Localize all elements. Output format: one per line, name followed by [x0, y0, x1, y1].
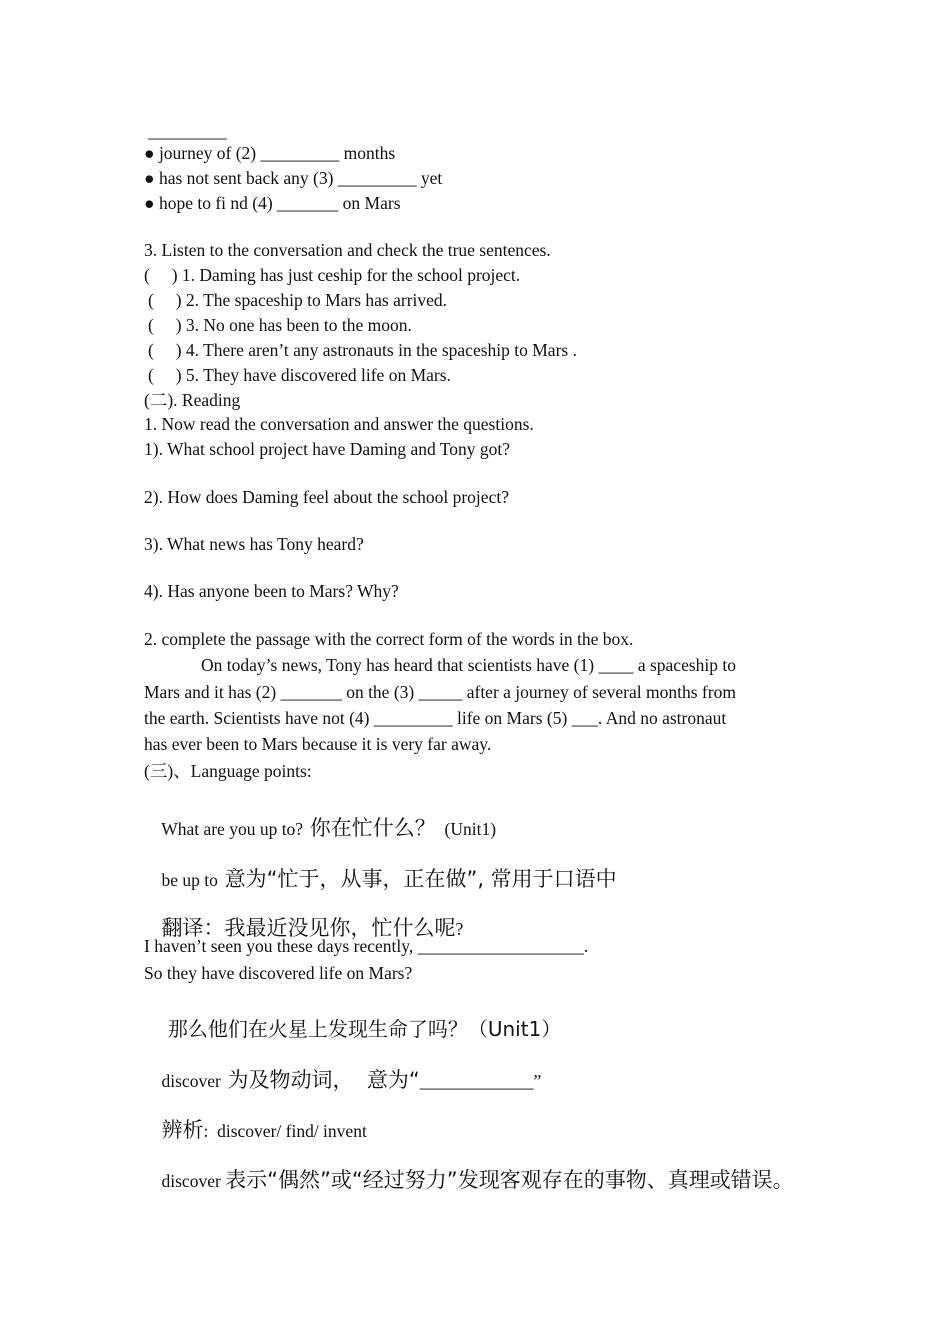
point-4-chinese: 为及物动词， 意为“	[220, 1068, 420, 1092]
question-2: 2). How does Daming feel about the school project?	[144, 487, 509, 507]
point-1-english: What are you up to?	[161, 819, 304, 839]
passage-line-4: has ever been to Mars because it is very far away.	[144, 734, 492, 754]
analysis-chinese: 辨析	[161, 1118, 204, 1142]
point-3-chinese: 那么他们在火星上发现生命了吗？（Unit1）	[161, 1017, 562, 1041]
question-1: 1). What school project have Daming and Tony got?	[144, 439, 511, 459]
language-points-heading: (三)、Language points:	[144, 761, 312, 781]
passage-line-2: Mars and it has (2) _______ on the (3) _____ after a journey of several months from	[144, 682, 736, 702]
true-false-item-2: ( ) 2. The spaceship to Mars has arrived.	[148, 290, 448, 310]
point-3-english: So they have discovered life on Mars?	[144, 963, 413, 983]
translate-chinese: 翻译：我最近没见你，忙什么呢	[161, 916, 456, 940]
point-1-chinese: 你在忙什么？	[303, 816, 436, 840]
point-4-english: discover	[161, 1071, 221, 1091]
translate-exercise: I haven’t seen you these days recently, ___________________.	[144, 936, 589, 956]
true-false-item-4: ( ) 4. There aren’t any astronauts in the spaceship to Mars .	[148, 340, 577, 360]
bullet-hope-find: ● hope to fi nd (4) _______ on Mars	[144, 193, 401, 213]
reading-heading: (二). Reading	[144, 390, 241, 410]
top-blank: _________	[148, 121, 227, 141]
point-discover-meaning	[144, 1147, 794, 1214]
task3-title: 3. Listen to the conversation and check the true sentences.	[144, 240, 551, 260]
passage-line-3: the earth. Scientists have not (4) _________ life on Mars (5) ___. And no astronaut	[144, 708, 727, 728]
point-5-chinese: 表示“偶然”或“经过努力”发现客观存在的事物、真理或错误。	[225, 1168, 794, 1192]
bullet-sent-back: ● has not sent back any (3) _________ yet	[144, 168, 443, 188]
analysis-english: : discover/ find/ invent	[203, 1121, 367, 1141]
question-4: 4). Has anyone been to Mars? Why?	[144, 581, 399, 601]
true-false-item-5: ( ) 5. They have discovered life on Mars.	[148, 365, 451, 385]
bullet-journey: ● journey of (2) _________ months	[144, 143, 396, 163]
translate-question-mark: ?	[455, 919, 464, 939]
point-4-blank: _____________	[419, 1071, 534, 1091]
true-false-item-1: ( ) 1. Daming has just ceship for the school project.	[144, 265, 521, 285]
reading-task1-title: 1. Now read the conversation and answer the questions.	[144, 414, 534, 434]
true-false-item-3: ( ) 3. No one has been to the moon.	[148, 315, 412, 335]
point-5-english: discover	[161, 1171, 226, 1191]
question-3: 3). What news has Tony heard?	[144, 534, 364, 554]
point-4-close-quote: ”	[533, 1071, 542, 1091]
passage-line-1: On today’s news, Tony has heard that scientists have (1) ____ a spaceship to	[201, 655, 737, 675]
reading-task2-title: 2. complete the passage with the correct form of the words in the box.	[144, 629, 634, 649]
point-1-unit: (Unit1)	[435, 819, 497, 839]
point-2-english: be up to	[161, 870, 218, 890]
point-2-chinese: 意为“忙于，从事，正在做”, 常用于口语中	[217, 867, 617, 891]
